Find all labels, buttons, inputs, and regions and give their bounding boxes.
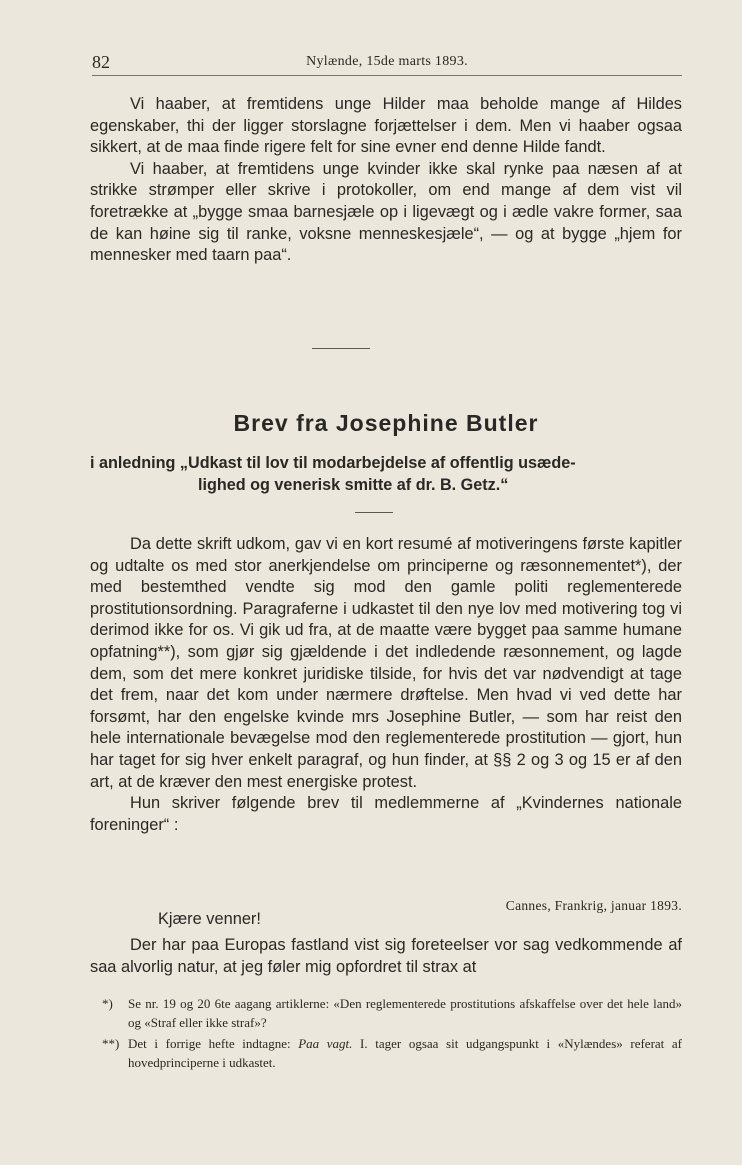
subtitle-line: lighed og venerisk smitte af dr. B. Getz.“: [198, 476, 509, 494]
footnote: [98, 994, 682, 1032]
intro-paragraph: Vi haaber, at fremtidens unge kvinder ikke skal rynke paa næsen af at strikke strømper eller skrive i protokoller, om end mange af dem vist vil foretrække at „bygge smaa barnesjæle op i ligevægt og i ædle vakre former, saa de kan høine sig til ranke, voksne menneskesjæle“, — og at bygge „hjem for mennesker med taarn paa“.: [90, 159, 682, 265]
article-paragraph: Hun skriver følgende brev til medlemmerne af „Kvindernes nationale foreninger“ :: [90, 794, 682, 834]
footnote-mark: *): [102, 996, 113, 1011]
title-divider: [355, 512, 393, 513]
running-head: Nylænde, 15de marts 1893.: [306, 54, 468, 69]
letter-body: [90, 935, 682, 978]
footnotes: [98, 994, 682, 1074]
footnote-text-part: I. tager ogsaa sit udgangspunkt i «Nylændes» referat af hovedprinciperne i udkastet.: [128, 1036, 683, 1070]
footnote-title-italic: Paa vagt.: [298, 1036, 353, 1051]
section-divider: [312, 348, 370, 349]
footnote-text: Se nr. 19 og 20 6te aagang artiklerne: «Den reglementerede prostitutions afskaffelse over det hele land» og «Straf eller ikke straf»?: [128, 996, 682, 1030]
intro-section: [90, 94, 682, 267]
footnote-text-part: Det i forrige hefte indtagne:: [128, 1036, 299, 1051]
article-paragraph: Da dette skrift udkom, gav vi en kort resumé af motiveringens første kapitler og udtalte os med stor anerkjendelse om principerne og ræsonnementet*), der med bestemthed vendte sig mod den gamle politi reglementerede prostitutionsordning. Paragraferne i udkastet til den nye lov med motivering tog vi derimod ikke for os. Vi gik ud fra, at de maatte være bygget paa samme humane opfatning**), som gjør sig gjældende i det indledende ræsonnement, og lagde dem, som det mere konkret juridiske tilside, for hvis det var nødvendigt at tage det frem, naar det kom under nærmere drøftelse. Men hvad vi ved dette har forsømt, har den engelske kvinde mrs Josephine Butler, — som har reist den hele internationale bevægelse mod den reglementerede prostitution — gjort, hun har taget for sig hver enkelt paragraf, og hun finder, at §§ 2 og 3 og 15 er af den art, at de kræver den mest energiske protest.: [90, 535, 682, 791]
letter-salutation: Kjære venner!: [158, 910, 261, 928]
intro-paragraph: Vi haaber, at fremtidens unge Hilder maa beholde mange af Hildes egenskaber, thi der ligger storslagne forjættelser i dem. Men vi haaber ogsaa sikkert, at de maa finde rigere felt for sine evner end denne Hilde fandt.: [90, 95, 682, 157]
subtitle-line: i anledning „Udkast til lov til modarbejdelse af offentlig usæde-: [90, 454, 576, 472]
page-header: [92, 52, 682, 74]
page-number: 82: [92, 52, 110, 72]
header-rule: [92, 75, 682, 76]
letter-paragraph: Der har paa Europas fastland vist sig foreteelser vor sag vedkommende af saa alvorlig natur, at jeg føler mig opfordret til strax at: [90, 936, 682, 976]
footnote-text: [128, 1036, 682, 1070]
letter-dateline: Cannes, Frankrig, januar 1893.: [505, 898, 682, 913]
footnote: [98, 1034, 682, 1072]
article-title: Brev fra Josephine Butler: [233, 410, 539, 436]
footnote-mark: **): [102, 1036, 120, 1051]
article-subtitle: [90, 452, 682, 496]
article-body: [90, 534, 682, 836]
